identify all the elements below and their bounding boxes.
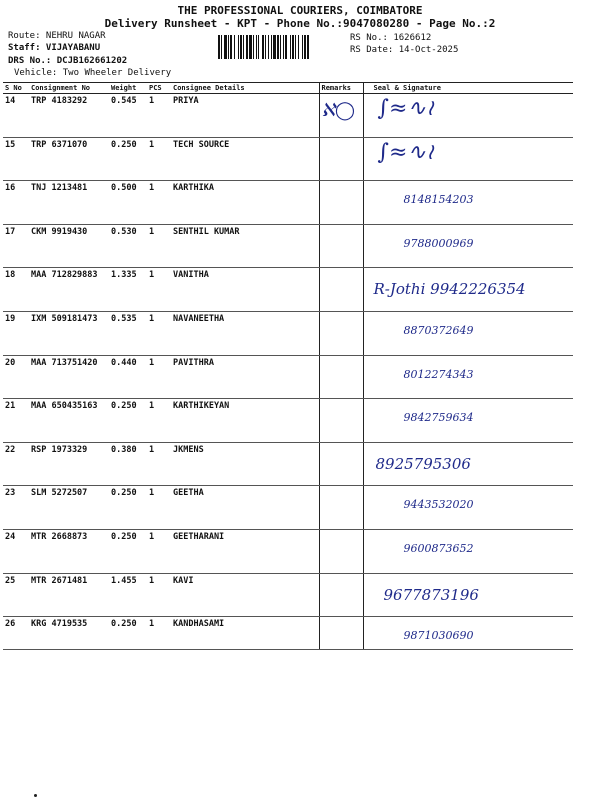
- weight-value: 0.530: [109, 224, 147, 268]
- barcode-bar: [265, 35, 266, 59]
- table-row: [3, 137, 573, 181]
- pcs-count: 1: [147, 399, 171, 443]
- handwritten-phone: 8870372649: [403, 323, 474, 337]
- signature-cell: [363, 94, 573, 138]
- serial-number: 22: [3, 442, 29, 486]
- serial-number: 14: [3, 94, 29, 138]
- weight-value: 0.545: [109, 94, 147, 138]
- barcode-bar: [295, 35, 296, 59]
- remarks-cell: [319, 529, 363, 573]
- pcs-count: 1: [147, 573, 171, 617]
- weight-value: 0.250: [109, 137, 147, 181]
- weight-value: 0.250: [109, 617, 147, 650]
- serial-number: 25: [3, 573, 29, 617]
- remarks-cell: [319, 573, 363, 617]
- pcs-count: 1: [147, 311, 171, 355]
- signature-cell: [363, 617, 573, 650]
- signature-cell: [363, 181, 573, 225]
- runsheet-table: [3, 82, 573, 650]
- table-row: [3, 573, 573, 617]
- consignment-number: MAA 712829883: [29, 268, 109, 312]
- pcs-count: 1: [147, 268, 171, 312]
- table-row: [3, 486, 573, 530]
- runsheet-subtitle: Delivery Runsheet - KPT - Phone No.:9047080280 - Page No.:2: [104, 17, 496, 30]
- consignee-name: KANDHASAMI: [171, 617, 319, 650]
- barcode-bar: [280, 35, 281, 59]
- barcode-bar: [304, 35, 306, 59]
- barcode-bar: [277, 35, 279, 59]
- signature-cell: [363, 137, 573, 181]
- handwritten-phone: 9677873196: [383, 585, 479, 604]
- col-header-seal: Seal & Signature: [363, 83, 573, 94]
- remarks-cell: [319, 617, 363, 650]
- table-row: [3, 355, 573, 399]
- weight-value: 0.250: [109, 529, 147, 573]
- consignment-number: TRP 6371070: [29, 137, 109, 181]
- remarks-cell: [319, 311, 363, 355]
- weight-value: 0.380: [109, 442, 147, 486]
- rs-number: RS No.: 1626612: [350, 33, 432, 43]
- remarks-cell: [319, 224, 363, 268]
- handwritten-phone: 9788000969: [403, 236, 474, 250]
- vehicle-label: Vehicle: Two Wheeler Delivery: [14, 68, 172, 78]
- consignee-name: PRIYA: [171, 94, 319, 138]
- table-row: [3, 529, 573, 573]
- serial-number: 24: [3, 529, 29, 573]
- barcode-bar: [218, 35, 220, 59]
- serial-number: 16: [3, 181, 29, 225]
- consignee-name: KARTHIKEYAN: [171, 399, 319, 443]
- remarks-cell: [319, 486, 363, 530]
- barcode-bar: [271, 35, 272, 59]
- barcode-bar: [243, 35, 244, 59]
- handwritten-phone: 8925795306: [375, 454, 471, 473]
- weight-value: 1.335: [109, 268, 147, 312]
- table-row: [3, 617, 573, 650]
- pcs-count: 1: [147, 486, 171, 530]
- handwritten-phone: 8148154203: [403, 193, 474, 207]
- consignment-number: MTR 2668873: [29, 529, 109, 573]
- barcode-bar: [246, 35, 248, 59]
- consignment-number: RSP 1973329: [29, 442, 109, 486]
- weight-value: 0.250: [109, 399, 147, 443]
- barcode-bar: [249, 35, 252, 59]
- remarks-mark: ℵ◯: [321, 100, 356, 121]
- serial-number: 17: [3, 224, 29, 268]
- barcode-bar: [238, 35, 239, 59]
- remarks-cell: [319, 442, 363, 486]
- weight-value: 0.500: [109, 181, 147, 225]
- signature-cell: [363, 529, 573, 573]
- serial-number: 21: [3, 399, 29, 443]
- serial-number: 19: [3, 311, 29, 355]
- col-header-remarks: Remarks: [319, 83, 363, 94]
- barcode-bar: [230, 35, 232, 59]
- consignee-name: KARTHIKA: [171, 181, 319, 225]
- table-row: [3, 442, 573, 486]
- remarks-cell: [319, 268, 363, 312]
- drs-number: DRS No.: DCJB162661202: [8, 56, 128, 66]
- barcode-bar: [253, 35, 254, 59]
- remarks-cell: [319, 399, 363, 443]
- consignee-name: JKMENS: [171, 442, 319, 486]
- serial-number: 20: [3, 355, 29, 399]
- route-label: Route: NEHRU NAGAR: [8, 31, 106, 41]
- barcode-bar: [258, 35, 259, 59]
- consignment-number: KRG 4719535: [29, 617, 109, 650]
- signature-cell: [363, 442, 573, 486]
- pcs-count: 1: [147, 137, 171, 181]
- serial-number: 18: [3, 268, 29, 312]
- col-header-weight: Weight: [109, 83, 147, 94]
- company-title: THE PROFESSIONAL COURIERS, COIMBATORE: [177, 4, 423, 17]
- consignment-number: MTR 2671481: [29, 573, 109, 617]
- consignment-number: MAA 713751420: [29, 355, 109, 399]
- consignment-number: TRP 4183292: [29, 94, 109, 138]
- signature-cell: [363, 399, 573, 443]
- barcode-bar: [292, 35, 294, 59]
- weight-value: 0.250: [109, 486, 147, 530]
- pcs-count: 1: [147, 442, 171, 486]
- pcs-count: 1: [147, 617, 171, 650]
- col-header-pcs: PCS: [147, 83, 171, 94]
- pcs-count: 1: [147, 94, 171, 138]
- staff-label: Staff: VIJAYABANU: [8, 43, 101, 53]
- remarks-cell: [319, 94, 363, 138]
- barcode-bar: [221, 35, 222, 59]
- barcode-bar: [268, 35, 269, 59]
- barcode-bar: [273, 35, 276, 59]
- barcode-bar: [285, 35, 287, 59]
- consignment-number: CKM 9919430: [29, 224, 109, 268]
- consignee-name: VANITHA: [171, 268, 319, 312]
- consignment-number: TNJ 1213481: [29, 181, 109, 225]
- signature-cell: [363, 355, 573, 399]
- col-header-consignee: Consignee Details: [171, 83, 319, 94]
- consignee-name: NAVANEETHA: [171, 311, 319, 355]
- signature-cell: [363, 224, 573, 268]
- barcode-bar: [256, 35, 257, 59]
- pcs-count: 1: [147, 181, 171, 225]
- table-row: [3, 94, 573, 138]
- barcode-bar: [302, 35, 303, 59]
- barcode-bar: [228, 35, 229, 59]
- col-header-sno: S No: [3, 83, 29, 94]
- barcode-bar: [307, 35, 309, 59]
- pcs-count: 1: [147, 224, 171, 268]
- barcode-bar: [283, 35, 284, 59]
- weight-value: 0.535: [109, 311, 147, 355]
- consignment-number: MAA 650435163: [29, 399, 109, 443]
- pcs-count: 1: [147, 529, 171, 573]
- table-row: [3, 399, 573, 443]
- signature-cell: [363, 573, 573, 617]
- table-header-row: [3, 83, 573, 94]
- serial-number: 23: [3, 486, 29, 530]
- signature-scribble: ∫≈∿≀: [377, 96, 435, 121]
- barcode-bar: [224, 35, 227, 59]
- pcs-count: 1: [147, 355, 171, 399]
- handwritten-phone: 9842759634: [403, 411, 474, 425]
- col-header-consignment: Consignment No: [29, 83, 109, 94]
- barcode-bar: [262, 35, 264, 59]
- consignee-name: KAVI: [171, 573, 319, 617]
- signature-cell: [363, 311, 573, 355]
- signature-scribble: ∫≈∿≀: [377, 139, 435, 165]
- consignee-name: TECH SOURCE: [171, 137, 319, 181]
- handwritten-phone: 9871030690: [403, 629, 474, 643]
- consignee-name: SENTHIL KUMAR: [171, 224, 319, 268]
- handwritten-phone: R-Jothi 9942226354: [373, 280, 526, 299]
- remarks-cell: [319, 181, 363, 225]
- signature-cell: [363, 486, 573, 530]
- handwritten-phone: 8012274343: [403, 367, 474, 381]
- signature-cell: [363, 268, 573, 312]
- handwritten-phone: 9600873652: [403, 541, 474, 555]
- table-row: [3, 224, 573, 268]
- barcode-bar: [290, 35, 291, 59]
- weight-value: 1.455: [109, 573, 147, 617]
- consignee-name: PAVITHRA: [171, 355, 319, 399]
- table-row: [3, 311, 573, 355]
- remarks-cell: [319, 137, 363, 181]
- consignee-name: GEETHARANI: [171, 529, 319, 573]
- consignment-number: SLM 5272507: [29, 486, 109, 530]
- table-row: [3, 181, 573, 225]
- consignee-name: GEETHA: [171, 486, 319, 530]
- table-row: [3, 268, 573, 312]
- barcode-image: [218, 35, 344, 59]
- barcode-bar: [234, 35, 235, 59]
- handwritten-phone: 9443532020: [403, 498, 474, 512]
- rs-date: RS Date: 14-Oct-2025: [350, 45, 459, 55]
- serial-number: 26: [3, 617, 29, 650]
- remarks-cell: [319, 355, 363, 399]
- page-mark: [34, 794, 37, 797]
- serial-number: 15: [3, 137, 29, 181]
- weight-value: 0.440: [109, 355, 147, 399]
- consignment-number: IXM 509181473: [29, 311, 109, 355]
- barcode-bar: [240, 35, 242, 59]
- barcode-bar: [298, 35, 299, 59]
